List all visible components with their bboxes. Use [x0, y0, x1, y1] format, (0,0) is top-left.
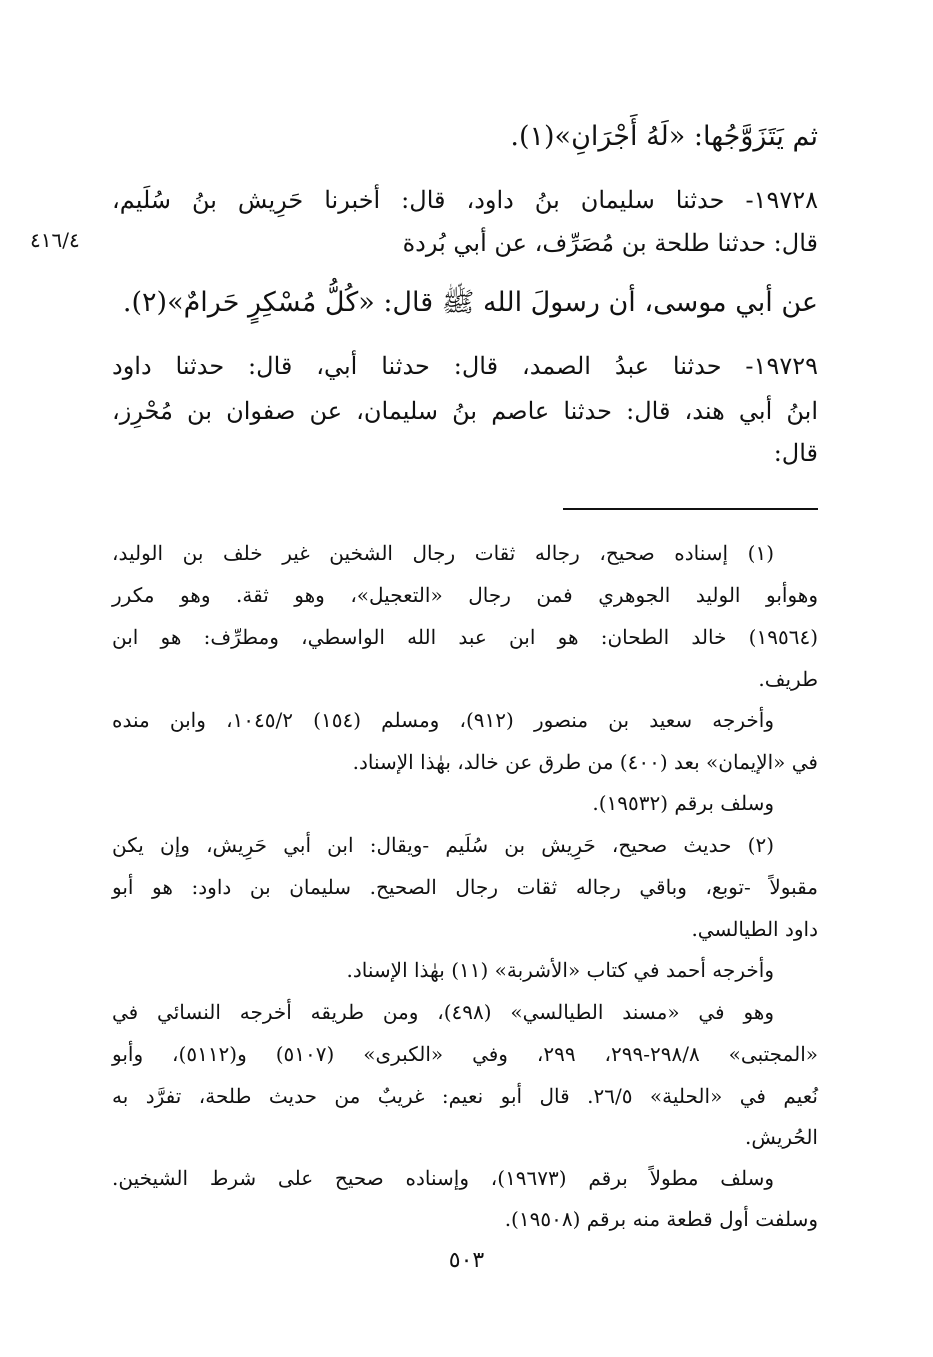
footnotes — [112, 0, 818, 1240]
footnote-line: وسلف برقم (١٩٥٣٢). — [592, 791, 774, 815]
main-line-1: ثم يَتَزَوَّجُها: «لَهُ أَجْرَانِ»(١). — [510, 121, 818, 152]
footnote-line: (٢) حديث صحيح، حَرِيش بن سُلَيم -ويقال: ابن أبي حَرِيش، وإن يكن — [112, 833, 774, 857]
footnote-line: وأخرجه سعيد بن منصور (٩١٢)، ومسلم (١٥٤) ١٠٤٥/٢، وابن منده — [112, 708, 775, 732]
main-line-5: ١٩٧٢٩- حدثنا عبدُ الصمد، قال: حدثنا أبي، قال: حدثنا داود — [112, 352, 818, 380]
main-line-4: عن أبي موسى، أن رسولَ الله ﷺ قال: «كُلُّ مُسْكِرٍ حَرامٌ»(٢). — [122, 287, 818, 318]
footnote-line: في «الإيمان» بعد (٤٠٠) من طرق عن خالد، بهٰذا الإسناد. — [352, 750, 818, 774]
footnote-line: (١٩٥٦٤) خالد الطحان: هو ابن عبد الله الواسطي، ومطرِّف: هو ابن — [112, 625, 818, 649]
footnote-line: «المجتبى» ٢٩٨/٨-٢٩٩، ٢٩٩، وفي «الكبرى» (٥١٠٧) و(٥١١٢)، وأبو — [112, 1042, 818, 1066]
footnote-line: (١) إسناده صحيح، رجاله ثقات رجال الشخين غير خلف بن الوليد، — [112, 541, 774, 565]
main-line-7: قال: — [773, 439, 818, 467]
footnote-line: وهو في «مسند الطيالسي» (٤٩٨)، ومن طريقه أخرجه النسائي في — [112, 1000, 774, 1024]
footnote-line: وأخرجه أحمد في كتاب «الأشربة» (١١) بهٰذا الإسناد. — [346, 958, 774, 982]
footnote-line: طريف. — [758, 667, 818, 691]
footnote-line: نُعيم في «الحلية» ٢٦/٥. قال أبو نعيم: غريبٌ من حديث طلحة، تفرَّد به — [112, 1084, 818, 1108]
page-number: ٥٠٣ — [448, 1248, 485, 1273]
main-line-2: ١٩٧٢٨- حدثنا سليمان بنُ داود، قال: أخبرنا حَرِيش بنُ سُلَيم، — [112, 186, 818, 214]
footnote-line: مقبولاً -توبع، وباقي رجاله ثقات رجال الصحيح. سليمان بن داود: هو أبو — [112, 875, 818, 899]
main-line-3: قال: حدثنا طلحة بن مُصَرِّف، عن أبي بُردة — [402, 229, 818, 257]
footnote-line: وسلفت أول قطعة منه برقم (١٩٥٠٨). — [504, 1207, 818, 1231]
footnote-line: وسلف مطولاً برقم (١٩٦٧٣)، وإسناده صحيح على شرط الشيخين. — [112, 1166, 774, 1190]
footnote-line: وهوأبو الوليد الجوهري فمن رجال «التعجيل»، وهو ثقة. وهو مكرر — [112, 583, 818, 607]
footnote-line: داود الطيالسي. — [691, 917, 818, 941]
footnote-line: الحُريش. — [744, 1125, 818, 1149]
margin-volume-reference: ٤١٦/٤ — [30, 228, 80, 252]
main-line-6: ابنُ أبي هند، قال: حدثنا عاصم بنُ سليمان، عن صفوان بن مُحْرِز، — [112, 397, 818, 425]
